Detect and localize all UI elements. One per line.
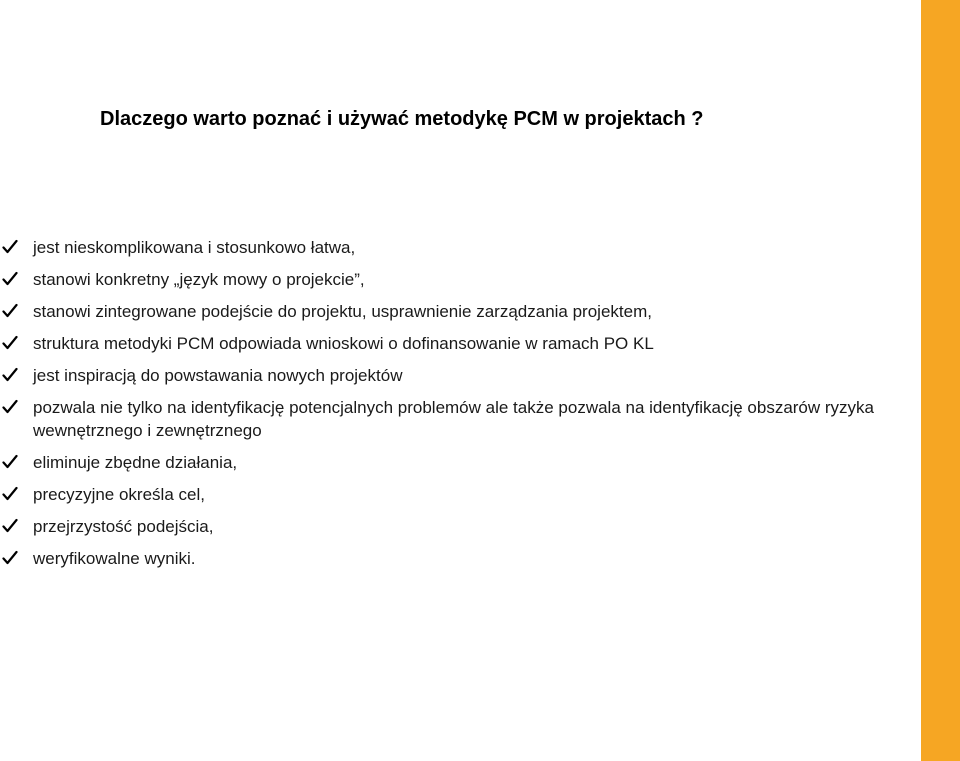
check-mark-icon bbox=[2, 367, 18, 383]
bullet-item bbox=[0, 300, 915, 323]
check-mark-icon bbox=[2, 518, 18, 534]
bullet-text: struktura metodyki PCM odpowiada wnioskowi o dofinansowanie w ramach PO KL bbox=[33, 334, 654, 353]
bullet-text: stanowi zintegrowane podejście do projektu, usprawnienie zarządzania projektem, bbox=[33, 302, 652, 321]
bullet-item bbox=[0, 483, 915, 506]
bullet-text: jest nieskomplikowana i stosunkowo łatwa, bbox=[33, 238, 356, 257]
check-mark-icon bbox=[2, 239, 18, 255]
orange-accent-bar bbox=[921, 0, 960, 761]
bullet-item bbox=[0, 515, 915, 538]
bullet-text: weryfikowalne wyniki. bbox=[33, 549, 196, 568]
check-mark-icon bbox=[2, 550, 18, 566]
check-mark-icon bbox=[2, 271, 18, 287]
bullet-item bbox=[0, 332, 915, 355]
bullet-text: jest inspiracją do powstawania nowych projektów bbox=[33, 366, 403, 385]
bullet-text: pozwala nie tylko na identyfikację potencjalnych problemów ale także pozwala na identyfikację obszarów ryzyka wewnętrznego i zewnętrznego bbox=[33, 398, 875, 440]
bullet-item bbox=[0, 547, 915, 570]
bullet-item bbox=[0, 268, 915, 291]
bullet-item bbox=[0, 364, 915, 387]
bullet-item bbox=[0, 396, 915, 442]
bullet-item bbox=[0, 236, 915, 259]
check-mark-icon bbox=[2, 486, 18, 502]
check-mark-icon bbox=[2, 335, 18, 351]
bullet-item bbox=[0, 451, 915, 474]
check-mark-icon bbox=[2, 454, 18, 470]
bullet-list bbox=[0, 236, 915, 579]
bullet-text: przejrzystość podejścia, bbox=[33, 517, 214, 536]
check-mark-icon bbox=[2, 303, 18, 319]
check-mark-icon bbox=[2, 399, 18, 415]
bullet-text: precyzyjne określa cel, bbox=[33, 485, 205, 504]
bullet-text: stanowi konkretny „język mowy o projekcie”, bbox=[33, 270, 365, 289]
slide-title: Dlaczego warto poznać i używać metodykę PCM w projektach ? bbox=[100, 108, 704, 130]
bullet-text: eliminuje zbędne działania, bbox=[33, 453, 238, 472]
